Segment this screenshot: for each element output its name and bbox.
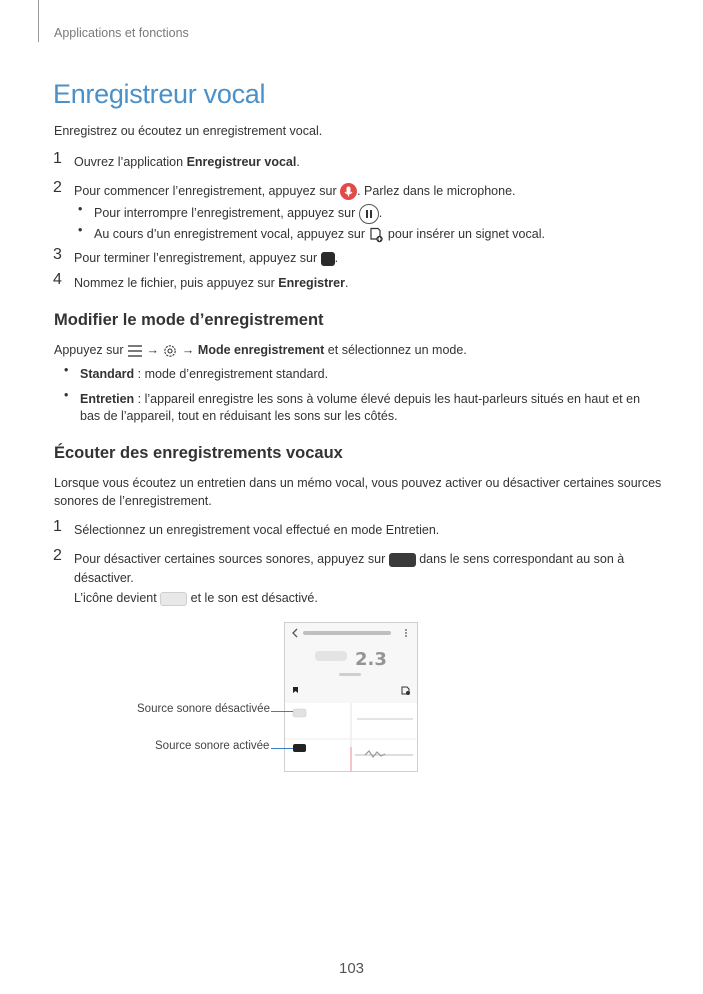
- step-number: 3: [53, 246, 62, 263]
- mode-description: : l’appareil enregistre les sons à volume élevé depuis les haut-parleurs situés en haut et en: [134, 392, 641, 406]
- blurred-timer-left: [315, 651, 347, 661]
- callout-line-on: [271, 748, 293, 749]
- intro-text: Enregistrez ou écoutez un enregistrement vocal.: [54, 124, 323, 138]
- step-text: Nommez le fichier, puis appuyez sur: [74, 276, 279, 290]
- step-number: 1: [53, 150, 62, 167]
- label-source-on: Source sonore activée: [155, 740, 270, 752]
- recorder-screen: [285, 623, 417, 771]
- bullet-bookmark: [94, 224, 545, 244]
- step-1-text: [74, 152, 300, 172]
- stop-icon: [321, 252, 335, 266]
- pause-icon: [359, 204, 379, 224]
- bullet: •: [64, 363, 69, 377]
- source-off-button: [293, 709, 306, 717]
- step-text: Ouvrez l’application: [74, 155, 187, 169]
- phone-screenshot: [284, 622, 418, 772]
- menu-label: Mode enregistrement: [197, 343, 325, 357]
- page-title: Enregistreur vocal: [53, 79, 266, 109]
- bullet-pause: [94, 203, 382, 224]
- mode-name: Standard: [80, 367, 135, 381]
- section-paragraph: Lorsque vous écoutez un entretien dans un mémo vocal, vous pouvez activer ou désactiver certaines sources: [54, 476, 662, 490]
- settings-gear-icon: [162, 343, 178, 359]
- step-text: Pour terminer l’enregistrement, appuyez sur: [74, 251, 321, 265]
- arrow: →: [181, 343, 195, 357]
- step-number: 4: [53, 271, 62, 288]
- instruction-text: Appuyez sur: [54, 343, 127, 357]
- section-paragraph: sonores de l’enregistrement.: [54, 494, 212, 508]
- bullet-text: Pour interrompre l’enregistrement, appuyez sur: [94, 206, 359, 220]
- step-3-text: [74, 248, 338, 268]
- source-on-button: [293, 744, 306, 752]
- step-2-sources: [74, 549, 624, 569]
- save-label: Enregistrer: [278, 276, 345, 290]
- bullet: •: [78, 223, 83, 237]
- step-text: .: [344, 276, 349, 290]
- margin-rule: [38, 0, 39, 42]
- bullet-text: .: [378, 206, 383, 220]
- bullet: •: [78, 202, 83, 216]
- callout-line-off: [271, 711, 293, 712]
- arrow: →: [146, 343, 159, 357]
- instruction-text: et sélectionnez un mode.: [324, 343, 467, 357]
- bullet: •: [64, 388, 69, 402]
- mode-standard: [80, 364, 328, 384]
- section-heading: Écouter des enregistrements vocaux: [54, 444, 343, 462]
- mode-entretien-cont: bas de l’appareil, tout en réduisant les sons sur les côtés.: [80, 409, 398, 423]
- step-text: et le son est désactivé.: [187, 591, 318, 605]
- step-text: dans le sens correspondant au son à: [415, 552, 625, 566]
- mode-name: Entretien: [80, 392, 135, 406]
- label-source-off: Source sonore désactivée: [137, 703, 270, 715]
- step-text: Sélectionnez un enregistrement vocal effectué en mode Entretien.: [74, 523, 440, 537]
- step-text: Pour commencer l’enregistrement, appuyez sur: [74, 184, 341, 198]
- page-number: 103: [338, 960, 365, 977]
- section-heading: Modifier le mode d’enregistrement: [54, 311, 324, 329]
- bookmark-add-icon: [368, 227, 384, 243]
- microphone-icon: [340, 183, 357, 200]
- step-text: .: [296, 155, 300, 169]
- blurred-subtext: [339, 673, 361, 676]
- step-text: .: [334, 251, 339, 265]
- step-text: désactiver.: [74, 571, 134, 585]
- blurred-timer: 2.3: [355, 649, 387, 670]
- step-number: 1: [53, 518, 62, 535]
- step-text: L’icône devient: [74, 591, 161, 605]
- section-header: Applications et fonctions: [54, 26, 189, 40]
- step-2-text: [74, 181, 516, 201]
- mode-description: : mode d’enregistrement standard.: [134, 367, 329, 381]
- sound-source-off-icon: [160, 592, 187, 606]
- app-name: Enregistreur vocal: [186, 155, 297, 169]
- mode-instruction: [54, 340, 467, 360]
- step-text: Pour désactiver certaines sources sonores, appuyez sur: [74, 552, 389, 566]
- step-number: 2: [53, 179, 62, 196]
- bullet-text: pour insérer un signet vocal.: [384, 227, 545, 241]
- bullet-text: Au cours d’un enregistrement vocal, appuyez sur: [94, 227, 369, 241]
- step-text: . Parlez dans le microphone.: [357, 184, 516, 198]
- step-4-text: [74, 273, 348, 293]
- step-number: 2: [53, 547, 62, 564]
- icon-change-text: [74, 588, 318, 608]
- menu-icon: [127, 344, 143, 358]
- sound-source-on-icon: [389, 553, 416, 567]
- blurred-title: [303, 631, 391, 635]
- more-options-icon: [405, 629, 407, 631]
